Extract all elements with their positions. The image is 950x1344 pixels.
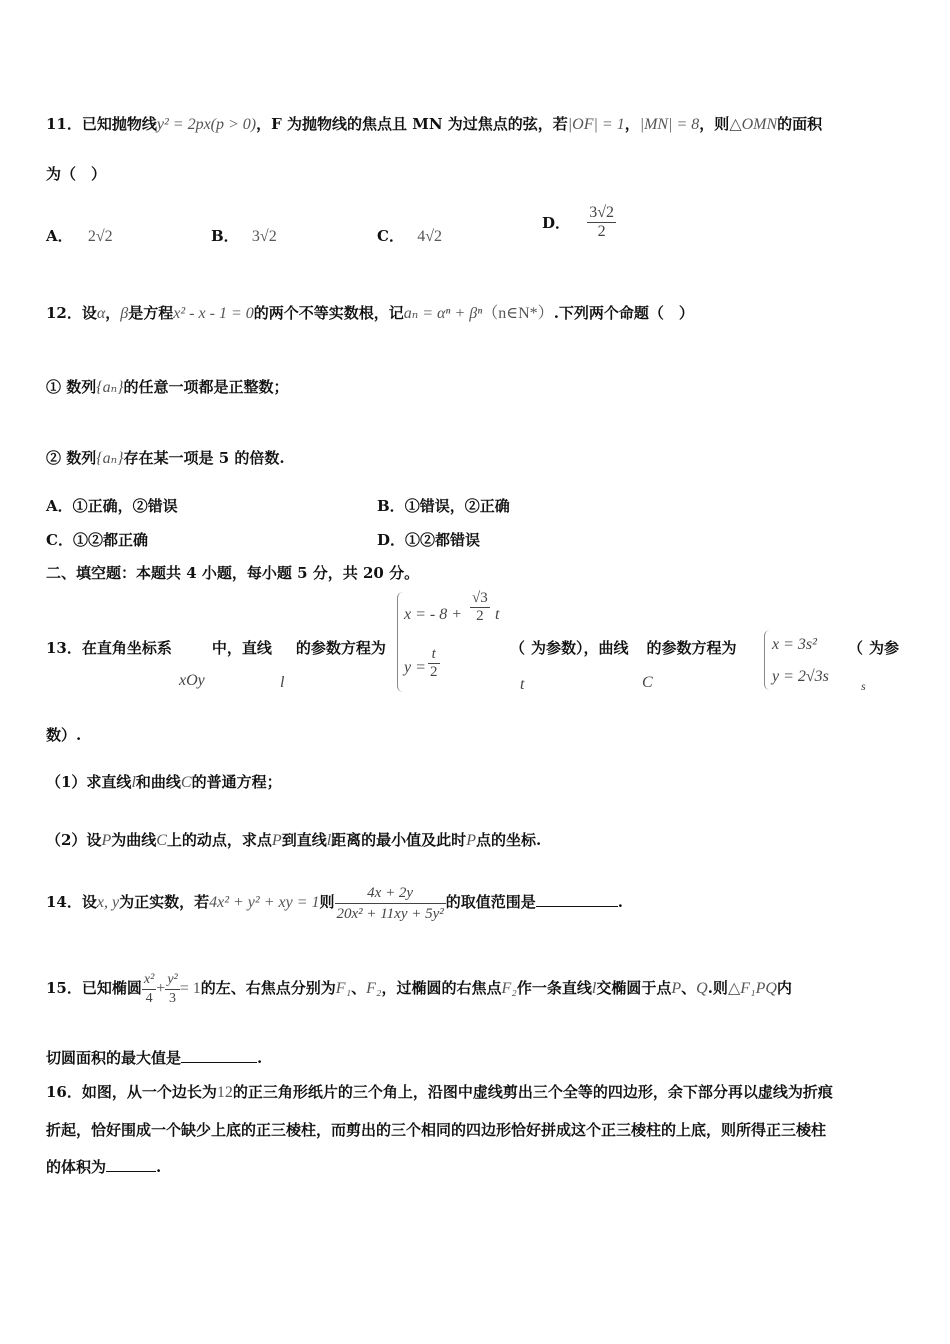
q15-point-p: P xyxy=(671,980,682,997)
statement-prefix: ② 数列 xyxy=(46,449,97,467)
part-symbol: P xyxy=(101,832,112,849)
q14-stem xyxy=(46,880,904,925)
q13-line-l: l xyxy=(280,674,285,691)
q15-f2-b: F₂ xyxy=(501,980,517,997)
q13-text-2: 中，直线 xyxy=(211,639,272,657)
part-text: 点的坐标. xyxy=(475,831,542,849)
q14-text-3: 则 xyxy=(319,893,335,911)
option-text: ①②都错误 xyxy=(405,531,481,549)
q16-text-2: 的正三角形纸片的三个角上，沿图中虚线剪出三个全等的四边形，余下部分再以虚线为折痕 xyxy=(232,1083,833,1101)
q16-text-1: 16．如图，从一个边长为 xyxy=(46,1083,217,1101)
q12-statement-2 xyxy=(46,448,904,469)
q15-stem xyxy=(46,966,904,1011)
fraction-numerator: 3√2 xyxy=(589,204,615,221)
q15-f1: F₁ xyxy=(335,980,352,997)
q11-stem xyxy=(46,114,904,135)
part-text: 上的动点，求点 xyxy=(166,831,272,849)
option-text: ①②都正确 xyxy=(72,531,148,549)
q15-stem-line2 xyxy=(46,1048,904,1068)
q12-number: 12．设 xyxy=(46,304,97,322)
q11-line2-text: 为（ ） xyxy=(46,165,107,183)
q11-text-3: 的面积 xyxy=(777,115,823,133)
part-symbol: C xyxy=(156,832,167,849)
q13-text-5: 为参数），曲线 xyxy=(531,639,629,657)
q13-sys1-y-fraction xyxy=(428,646,440,681)
q15-fraction-x xyxy=(142,971,156,1008)
q16-side-length: 12 xyxy=(216,1084,233,1101)
option-text: ①错误，②正确 xyxy=(404,497,510,515)
q11-parabola-equation: y² = 2px(p > 0) xyxy=(156,116,257,133)
q11-number: 11．已知抛物线 xyxy=(46,115,157,133)
part-text: 的普通方程； xyxy=(191,773,282,791)
q12-option-b[interactable] xyxy=(377,495,510,516)
option-label: D． xyxy=(542,214,571,232)
q15-text-5: 交椭圆于点 xyxy=(596,979,672,997)
q11-of-length: |OF| = 1 xyxy=(567,116,625,133)
q13-text-3: 的参数方程为 xyxy=(295,639,386,657)
part-text: 到直线 xyxy=(281,831,327,849)
q12-condition: （n∈N*） xyxy=(482,305,554,322)
q16-text-3: 折起，恰好围成一个缺少上底的正三棱柱，而剪出的三个相同的四边形恰好拼成这个正三棱柱的上底，则所得正三棱柱 xyxy=(46,1121,827,1139)
statement-text: 的任意一项都是正整数； xyxy=(123,378,289,396)
q16-line-2 xyxy=(46,1120,904,1140)
option-label: A． xyxy=(46,227,73,245)
q13-sys1-fraction xyxy=(470,590,490,625)
q15-dun: 、 xyxy=(351,979,367,997)
part-symbol: P xyxy=(271,832,282,849)
q13-coordinate-system: xOy xyxy=(179,672,205,689)
q12-comma: ， xyxy=(105,304,121,322)
part-symbol: C xyxy=(180,774,192,791)
q15-point-q: Q xyxy=(696,980,708,997)
section-title: 二、填空题：本题共 4 小题，每小题 5 分，共 20 分。 xyxy=(46,564,420,582)
statement-sequence: {aₙ} xyxy=(96,450,124,467)
q13-brace-2 xyxy=(764,630,771,690)
q14-condition: 4x² + y² + xy = 1 xyxy=(209,894,320,911)
q15-text-3: ，过椭圆的右焦点 xyxy=(381,979,502,997)
q13-stem-end xyxy=(848,638,899,658)
part-symbol: P xyxy=(466,832,476,849)
q13-sys2-y: y = 2√3s xyxy=(772,668,829,685)
q15-text-1: 15．已知椭圆 xyxy=(46,979,142,997)
fraction-denominator: 2 xyxy=(430,664,438,680)
q12-equation: x² - x - 1 = 0 xyxy=(173,305,254,322)
fraction-numerator: x² xyxy=(142,971,156,990)
q12-option-d[interactable] xyxy=(377,529,480,550)
q11-option-d[interactable] xyxy=(542,204,616,241)
q13-text-8: 为参 xyxy=(869,639,900,657)
q11-option-b[interactable] xyxy=(211,225,277,246)
q13-param-s: s xyxy=(861,679,866,693)
statement-text: 存在某一项是 5 的倍数. xyxy=(123,449,285,467)
option-value: 2√2 xyxy=(87,228,113,245)
option-fraction xyxy=(587,204,616,241)
q15-text-4: 作一条直线 xyxy=(516,979,592,997)
fraction-numerator: y² xyxy=(165,971,179,990)
q12-stem xyxy=(46,303,904,324)
q15-end: . xyxy=(257,1049,263,1067)
fraction-numerator: 4x + 2y xyxy=(335,883,446,904)
option-label: D． xyxy=(377,531,406,549)
q15-triangle: △F₁PQ xyxy=(727,980,777,997)
q14-answer-blank[interactable] xyxy=(536,892,618,907)
part-text: 为曲线 xyxy=(111,831,157,849)
option-label: C． xyxy=(46,531,73,549)
part-symbol: l xyxy=(326,832,332,849)
q13-curve-c: C xyxy=(642,674,653,691)
q11-option-a[interactable] xyxy=(46,225,113,246)
option-text: ①正确，②错误 xyxy=(72,497,178,515)
fraction-denominator: 20x² + 11xy + 5y² xyxy=(336,905,444,922)
option-label: C． xyxy=(377,227,404,245)
q12-option-c[interactable] xyxy=(46,529,148,550)
q15-text-2: 的左、右焦点分别为 xyxy=(200,979,336,997)
fraction-numerator: √3 xyxy=(472,590,488,606)
fraction-denominator: 3 xyxy=(169,990,177,1006)
part-text: （2）设 xyxy=(46,831,102,849)
q13-line2-text: 数）. xyxy=(46,726,82,744)
q15-line2-text: 切圆面积的最大值是 xyxy=(46,1049,182,1067)
q11-text-2: ，则 xyxy=(699,115,730,133)
q12-sequence-definition: aₙ = αⁿ + βⁿ xyxy=(403,305,483,322)
q15-plus: + xyxy=(156,980,166,997)
statement-sequence: {aₙ} xyxy=(96,379,124,396)
q11-mn-length: |MN| = 8 xyxy=(639,116,700,133)
option-label: B． xyxy=(211,227,239,245)
q13-stem-line2 xyxy=(46,725,904,745)
q11-text-1: ，F 为抛物线的焦点且 MN 为过焦点的弦，若 xyxy=(256,115,568,133)
q12-text-3: .下列两个命题（ ） xyxy=(553,304,694,322)
fraction-denominator: 2 xyxy=(597,223,606,240)
q13-text-7: （ xyxy=(848,639,864,657)
q13-param-t: t xyxy=(520,676,525,693)
part-symbol: l xyxy=(131,774,136,791)
q14-end: . xyxy=(617,893,624,911)
q12-alpha: α xyxy=(96,305,106,322)
q12-beta: β xyxy=(120,305,129,322)
q16-line-3 xyxy=(46,1157,904,1177)
q16-line-1 xyxy=(46,1082,904,1103)
q15-fraction-y xyxy=(165,971,179,1008)
q13-text-4: （ xyxy=(510,639,526,657)
q16-answer-blank[interactable] xyxy=(106,1157,156,1172)
q13-text-6: 的参数方程为 xyxy=(646,639,737,657)
option-label: A． xyxy=(46,497,73,515)
q12-option-a[interactable] xyxy=(46,495,178,516)
q12-statement-1 xyxy=(46,377,904,398)
q13-text-1: 13．在直角坐标系 xyxy=(46,639,172,657)
q15-line-l: l xyxy=(591,980,597,997)
q11-stem-line2 xyxy=(46,164,904,184)
statement-prefix: ① 数列 xyxy=(46,378,97,396)
q14-text-4: 的取值范围是 xyxy=(445,893,536,911)
q13-part-1 xyxy=(46,772,904,793)
q11-option-c[interactable] xyxy=(377,225,442,246)
q15-f2: F₂ xyxy=(366,980,382,997)
part-text: 和曲线 xyxy=(135,773,181,791)
q11-triangle: △OMN xyxy=(729,116,778,133)
q13-stem-mid xyxy=(510,638,737,658)
q15-text-6: .则 xyxy=(707,979,728,997)
q14-variables: x, y xyxy=(96,894,120,911)
section-heading xyxy=(46,563,904,583)
q15-equals-one: = 1 xyxy=(179,980,201,997)
q14-text-2: 为正实数，若 xyxy=(119,893,210,911)
q13-sys1-x-lhs: x = - 8 + xyxy=(404,606,463,623)
option-label: B． xyxy=(377,497,405,515)
q15-dun-2: 、 xyxy=(681,979,697,997)
part-text: 距离的最小值及此时 xyxy=(331,831,467,849)
q14-fraction xyxy=(335,883,446,924)
q13-brace-1 xyxy=(397,592,404,692)
q13-part-2 xyxy=(46,830,904,851)
q15-answer-blank[interactable] xyxy=(181,1048,257,1063)
q16-end: . xyxy=(156,1158,162,1176)
q16-text-4: 的体积为 xyxy=(46,1158,107,1176)
q15-text-7: 内 xyxy=(776,979,792,997)
fraction-denominator: 2 xyxy=(476,608,484,624)
q14-text-1: 14．设 xyxy=(46,893,97,911)
q13-sys1-t: t xyxy=(495,606,500,623)
q13-sys2-x: x = 3s² xyxy=(772,636,817,653)
option-value: 4√2 xyxy=(417,228,442,245)
q12-text-2: 的两个不等实数根，记 xyxy=(253,304,404,322)
q13-sys1-y-lhs: y = xyxy=(404,659,426,676)
part-text: （1）求直线 xyxy=(46,773,132,791)
option-value: 3√2 xyxy=(251,228,277,245)
fraction-numerator: t xyxy=(428,646,440,664)
fraction-denominator: 4 xyxy=(145,990,153,1006)
q11-separator: ， xyxy=(624,115,640,133)
q12-text-1: 是方程 xyxy=(128,304,174,322)
